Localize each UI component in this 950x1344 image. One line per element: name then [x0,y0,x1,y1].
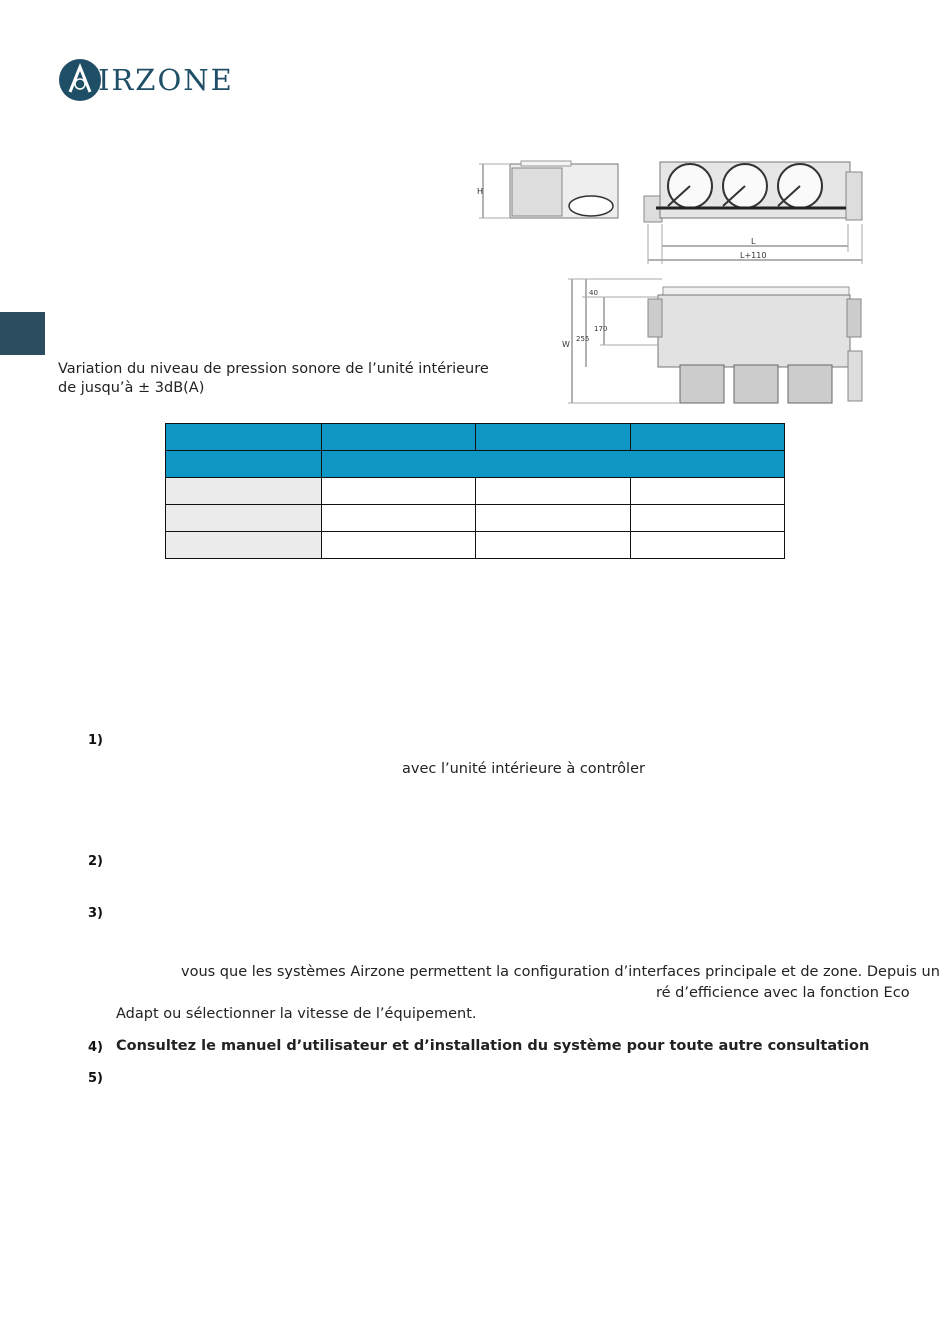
sound-pressure-note [58,360,489,398]
table-cell [630,505,784,532]
table-cell [630,532,784,559]
table-cell [322,532,476,559]
section-tab [0,312,45,355]
logo-text: IRZONE [98,63,234,97]
note-line-2: de jusqu’à ± 3dB(A) [58,380,205,396]
table-cell [166,532,322,559]
airzone-logo [58,56,234,104]
side-view-drawing [475,158,625,224]
table-cell [322,424,476,451]
table-cell [476,424,630,451]
dim-w-label: W [562,340,570,349]
step-3-text-line-1: vous que les systèmes Airzone permettent la configuration d’interfaces principale et de zone. Depuis un [181,964,940,980]
table-cell [630,424,784,451]
dim-40-label: 40 [589,289,598,297]
step-3-number: 3) [88,906,103,921]
table-cell [476,505,630,532]
table-cell [166,451,322,478]
top-view-drawing [640,158,868,266]
dim-255-label: 255 [576,335,590,343]
table-cell [166,424,322,451]
dim-l-label: L [751,237,756,246]
logo-mark-icon [58,58,102,102]
step-1-text: avec l’unité intérieure à contrôler [402,761,645,777]
table-cell [630,478,784,505]
step-4-text: Consultez le manuel d’utilisateur et d’installation du système pour toute autre consultation [116,1038,870,1054]
table-cell [322,505,476,532]
step-3-text-line-2: ré d’efficience avec la fonction Eco [656,985,910,1001]
table-cell [166,478,322,505]
step-1-number: 1) [88,733,103,748]
step-5-number: 5) [88,1071,103,1086]
step-2-number: 2) [88,854,103,869]
table-header-row [166,451,785,478]
dim-170-label: 170 [594,325,608,333]
table-cell [476,478,630,505]
table-cell [322,451,785,478]
table-cell [322,478,476,505]
table-row [166,505,785,532]
dim-l110-label: L+110 [740,251,767,260]
dim-h-label: H [477,187,484,196]
note-line-1: Variation du niveau de pression sonore de l’unité intérieure [58,361,489,377]
step-3-text-line-3: Adapt ou sélectionner la vitesse de l’équipement. [116,1006,477,1022]
front-view-drawing [558,275,868,407]
step-4-number: 4) [88,1040,103,1055]
table-row [166,478,785,505]
table-cell [166,505,322,532]
table-row [166,532,785,559]
spec-table [165,423,785,559]
table-cell [476,532,630,559]
table-header-row [166,424,785,451]
